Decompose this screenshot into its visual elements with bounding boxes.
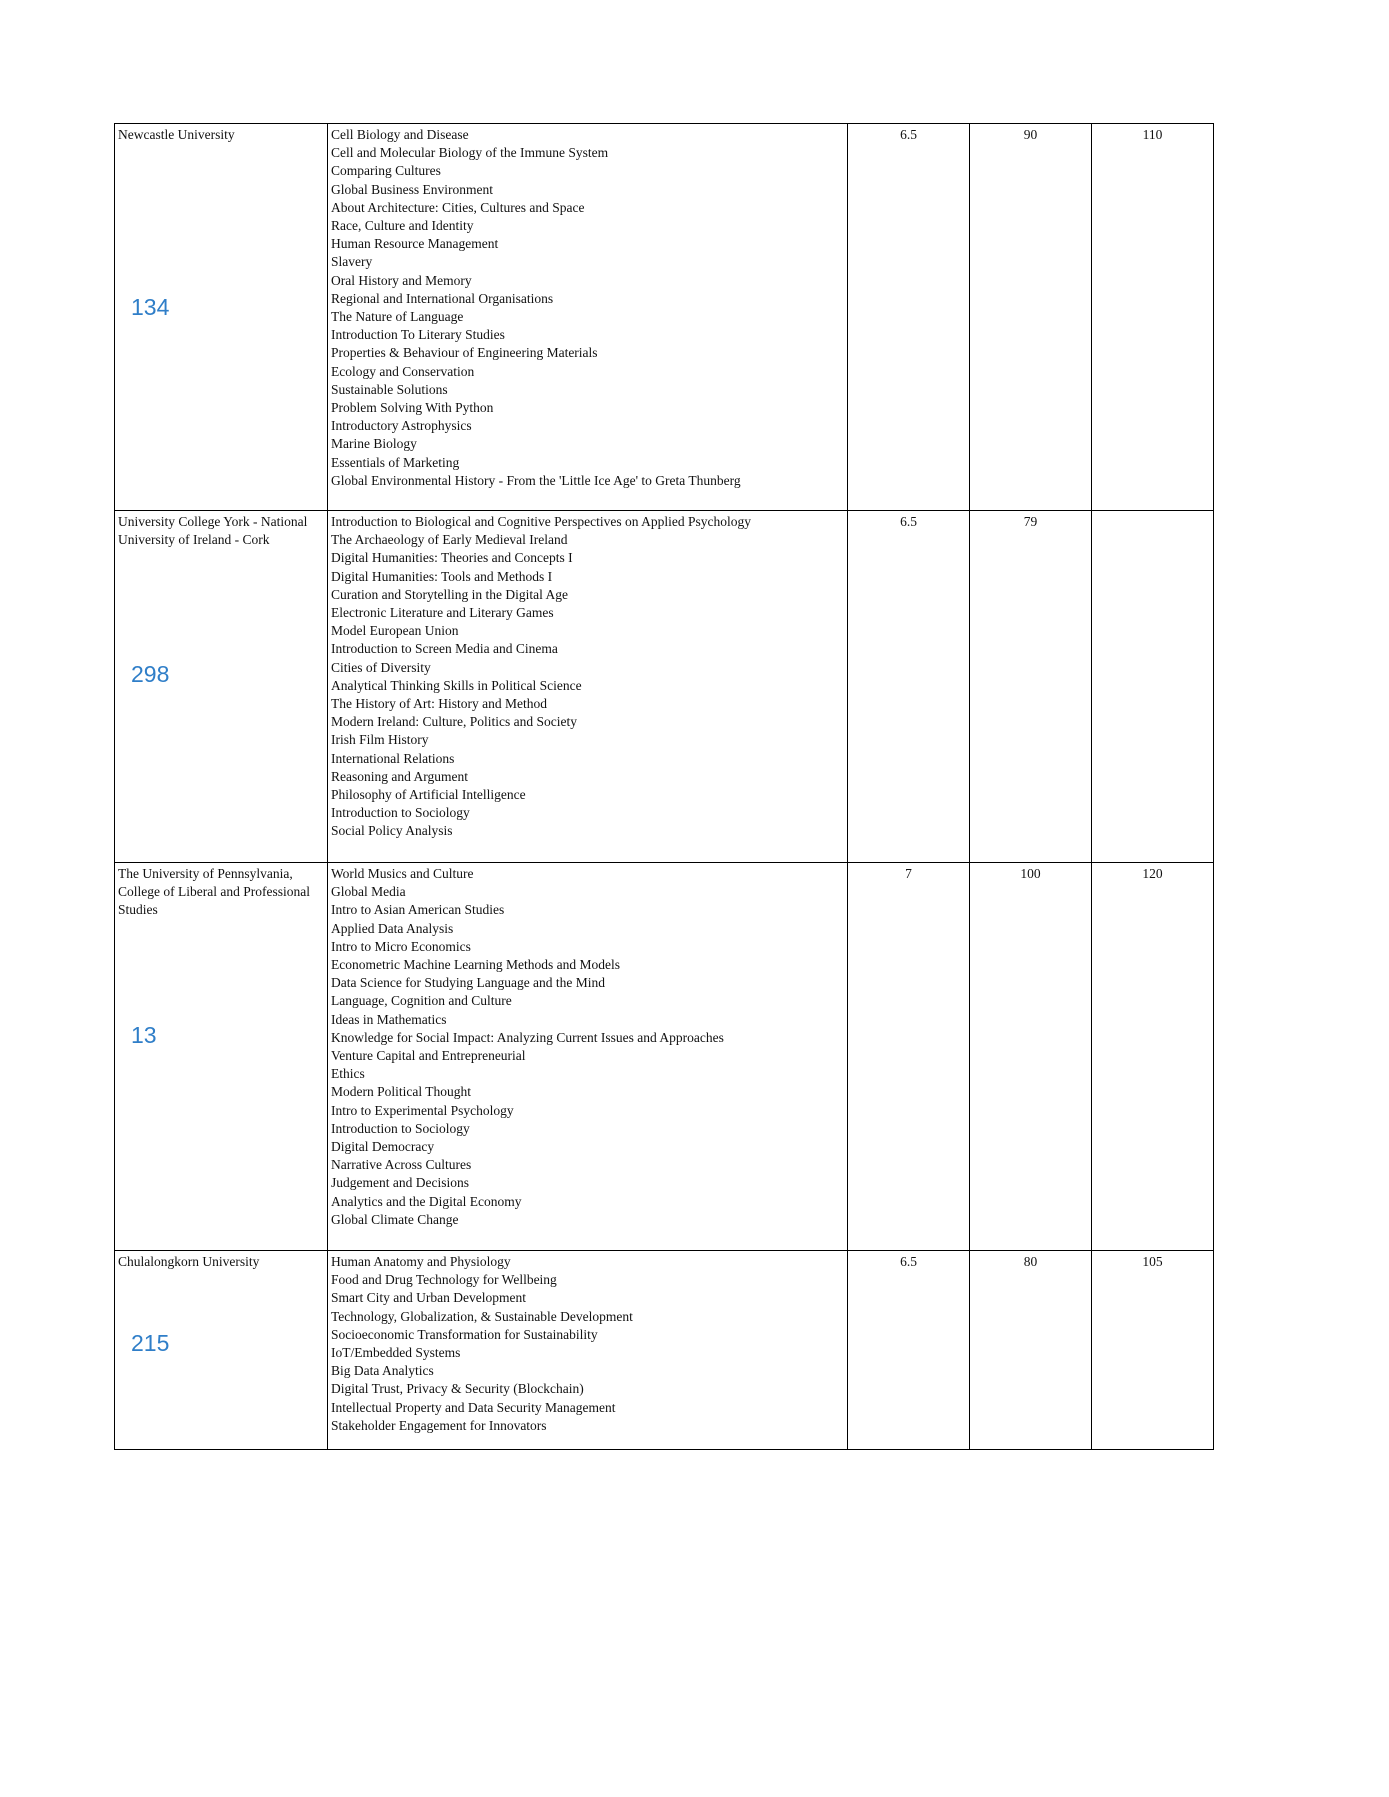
value-cell: 79 [970,511,1092,863]
course-item: Model European Union [331,623,459,639]
courses-cell [328,1251,848,1450]
course-item: Global Climate Change [331,1211,459,1227]
course-item: Judgement and Decisions [331,1175,469,1191]
course-item: Problem Solving With Python [331,400,494,416]
courses-cell [328,863,848,1251]
course-item: Cities of Diversity [331,659,431,675]
course-item: Socioeconomic Transformation for Sustainability [331,1326,598,1342]
course-item: Food and Drug Technology for Wellbeing [331,1272,557,1288]
course-item: International Relations [331,750,455,766]
course-item: Analytical Thinking Skills in Political Science [331,677,582,693]
course-item: Introduction to Sociology [331,805,470,821]
table-row [115,124,1214,511]
university-name: University College York - National University of Ireland - Cork [118,514,308,548]
course-list [331,865,844,1229]
course-item: Introductory Astrophysics [331,418,472,434]
university-cell [115,511,328,863]
university-courses-table [114,123,1214,1450]
value-cell: 110 [1092,124,1214,511]
course-item: Oral History and Memory [331,272,472,288]
value-cell: 7 [848,863,970,1251]
course-item: Applied Data Analysis [331,920,454,936]
course-item: Introduction to Biological and Cognitive Perspectives on Applied Psychology [331,514,751,529]
course-item: Intellectual Property and Data Security Management [331,1399,616,1415]
course-item: Global Media [331,884,406,900]
rank-annotation: 134 [131,294,170,320]
course-list [331,513,844,841]
course-list [331,1253,844,1435]
course-item: Regional and International Organisations [331,290,554,306]
course-item: The History of Art: History and Method [331,696,547,712]
course-item: Global Environmental History - From the 'Little Ice Age' to Greta Thunberg [331,472,741,488]
course-item: The Nature of Language [331,309,464,325]
course-item: Ecology and Conservation [331,363,475,379]
value-cell: 120 [1092,863,1214,1251]
course-item: Properties & Behaviour of Engineering Materials [331,345,598,361]
course-item: Global Business Environment [331,181,493,197]
course-item: Narrative Across Cultures [331,1157,472,1173]
course-item: IoT/Embedded Systems [331,1345,461,1361]
course-item: Curation and Storytelling in the Digital Age [331,586,568,602]
course-item: Sustainable Solutions [331,381,448,397]
course-item: Intro to Experimental Psychology [331,1102,514,1118]
course-item: Cell Biology and Disease [331,127,469,142]
value-cell: 105 [1092,1251,1214,1450]
course-item: Electronic Literature and Literary Games [331,605,554,621]
university-name: Chulalongkorn University [118,1254,260,1269]
course-item: Knowledge for Social Impact: Analyzing Current Issues and Approaches [331,1029,724,1045]
table-row [115,1251,1214,1450]
course-item: Technology, Globalization, & Sustainable Development [331,1308,633,1324]
course-item: Intro to Asian American Studies [331,902,505,918]
course-item: Digital Democracy [331,1139,435,1155]
course-item: Intro to Micro Economics [331,938,471,954]
university-cell [115,863,328,1251]
university-name: The University of Pennsylvania, College of Liberal and Professional Studies [118,866,310,918]
university-cell [115,1251,328,1450]
course-item: Essentials of Marketing [331,454,460,470]
course-item: Venture Capital and Entrepreneurial [331,1048,526,1064]
rank-annotation: 298 [131,661,170,687]
course-item: Human Anatomy and Physiology [331,1254,511,1269]
courses-cell [328,511,848,863]
value-cell: 80 [970,1251,1092,1450]
table-row [115,863,1214,1251]
value-cell [1092,511,1214,863]
value-cell: 100 [970,863,1092,1251]
course-item: Irish Film History [331,732,429,748]
course-item: Slavery [331,254,373,270]
course-item: About Architecture: Cities, Cultures and Space [331,199,585,215]
course-item: Smart City and Urban Development [331,1290,526,1306]
course-item: Modern Ireland: Culture, Politics and Society [331,714,577,730]
course-item: Introduction to Screen Media and Cinema [331,641,558,657]
table-row [115,511,1214,863]
course-item: World Musics and Culture [331,866,474,881]
course-item: Cell and Molecular Biology of the Immune System [331,145,609,161]
course-item: Comparing Cultures [331,163,441,179]
course-item: Philosophy of Artificial Intelligence [331,787,526,803]
course-item: Social Policy Analysis [331,823,453,839]
course-item: Digital Humanities: Tools and Methods I [331,568,553,584]
course-item: Reasoning and Argument [331,768,468,784]
course-item: Ethics [331,1066,365,1082]
value-cell: 90 [970,124,1092,511]
rank-annotation: 215 [131,1330,170,1356]
value-cell: 6.5 [848,511,970,863]
course-item: Digital Trust, Privacy & Security (Blockchain) [331,1381,584,1397]
course-item: Econometric Machine Learning Methods and Models [331,957,621,973]
course-item: Stakeholder Engagement for Innovators [331,1417,547,1433]
course-item: Language, Cognition and Culture [331,993,512,1009]
course-item: Human Resource Management [331,236,499,252]
course-item: Big Data Analytics [331,1363,434,1379]
course-list [331,126,844,490]
university-name: Newcastle University [118,127,235,142]
value-cell: 6.5 [848,1251,970,1450]
courses-cell [328,124,848,511]
course-item: Data Science for Studying Language and the Mind [331,975,606,991]
course-item: Marine Biology [331,436,417,452]
course-item: Ideas in Mathematics [331,1011,447,1027]
course-item: Modern Political Thought [331,1084,471,1100]
course-item: Introduction To Literary Studies [331,327,505,343]
course-item: Race, Culture and Identity [331,218,474,234]
rank-annotation: 13 [131,1022,157,1048]
course-item: Digital Humanities: Theories and Concepts I [331,550,573,566]
course-item: The Archaeology of Early Medieval Ireland [331,532,568,548]
university-cell [115,124,328,511]
course-item: Introduction to Sociology [331,1120,470,1136]
value-cell: 6.5 [848,124,970,511]
course-item: Analytics and the Digital Economy [331,1193,522,1209]
